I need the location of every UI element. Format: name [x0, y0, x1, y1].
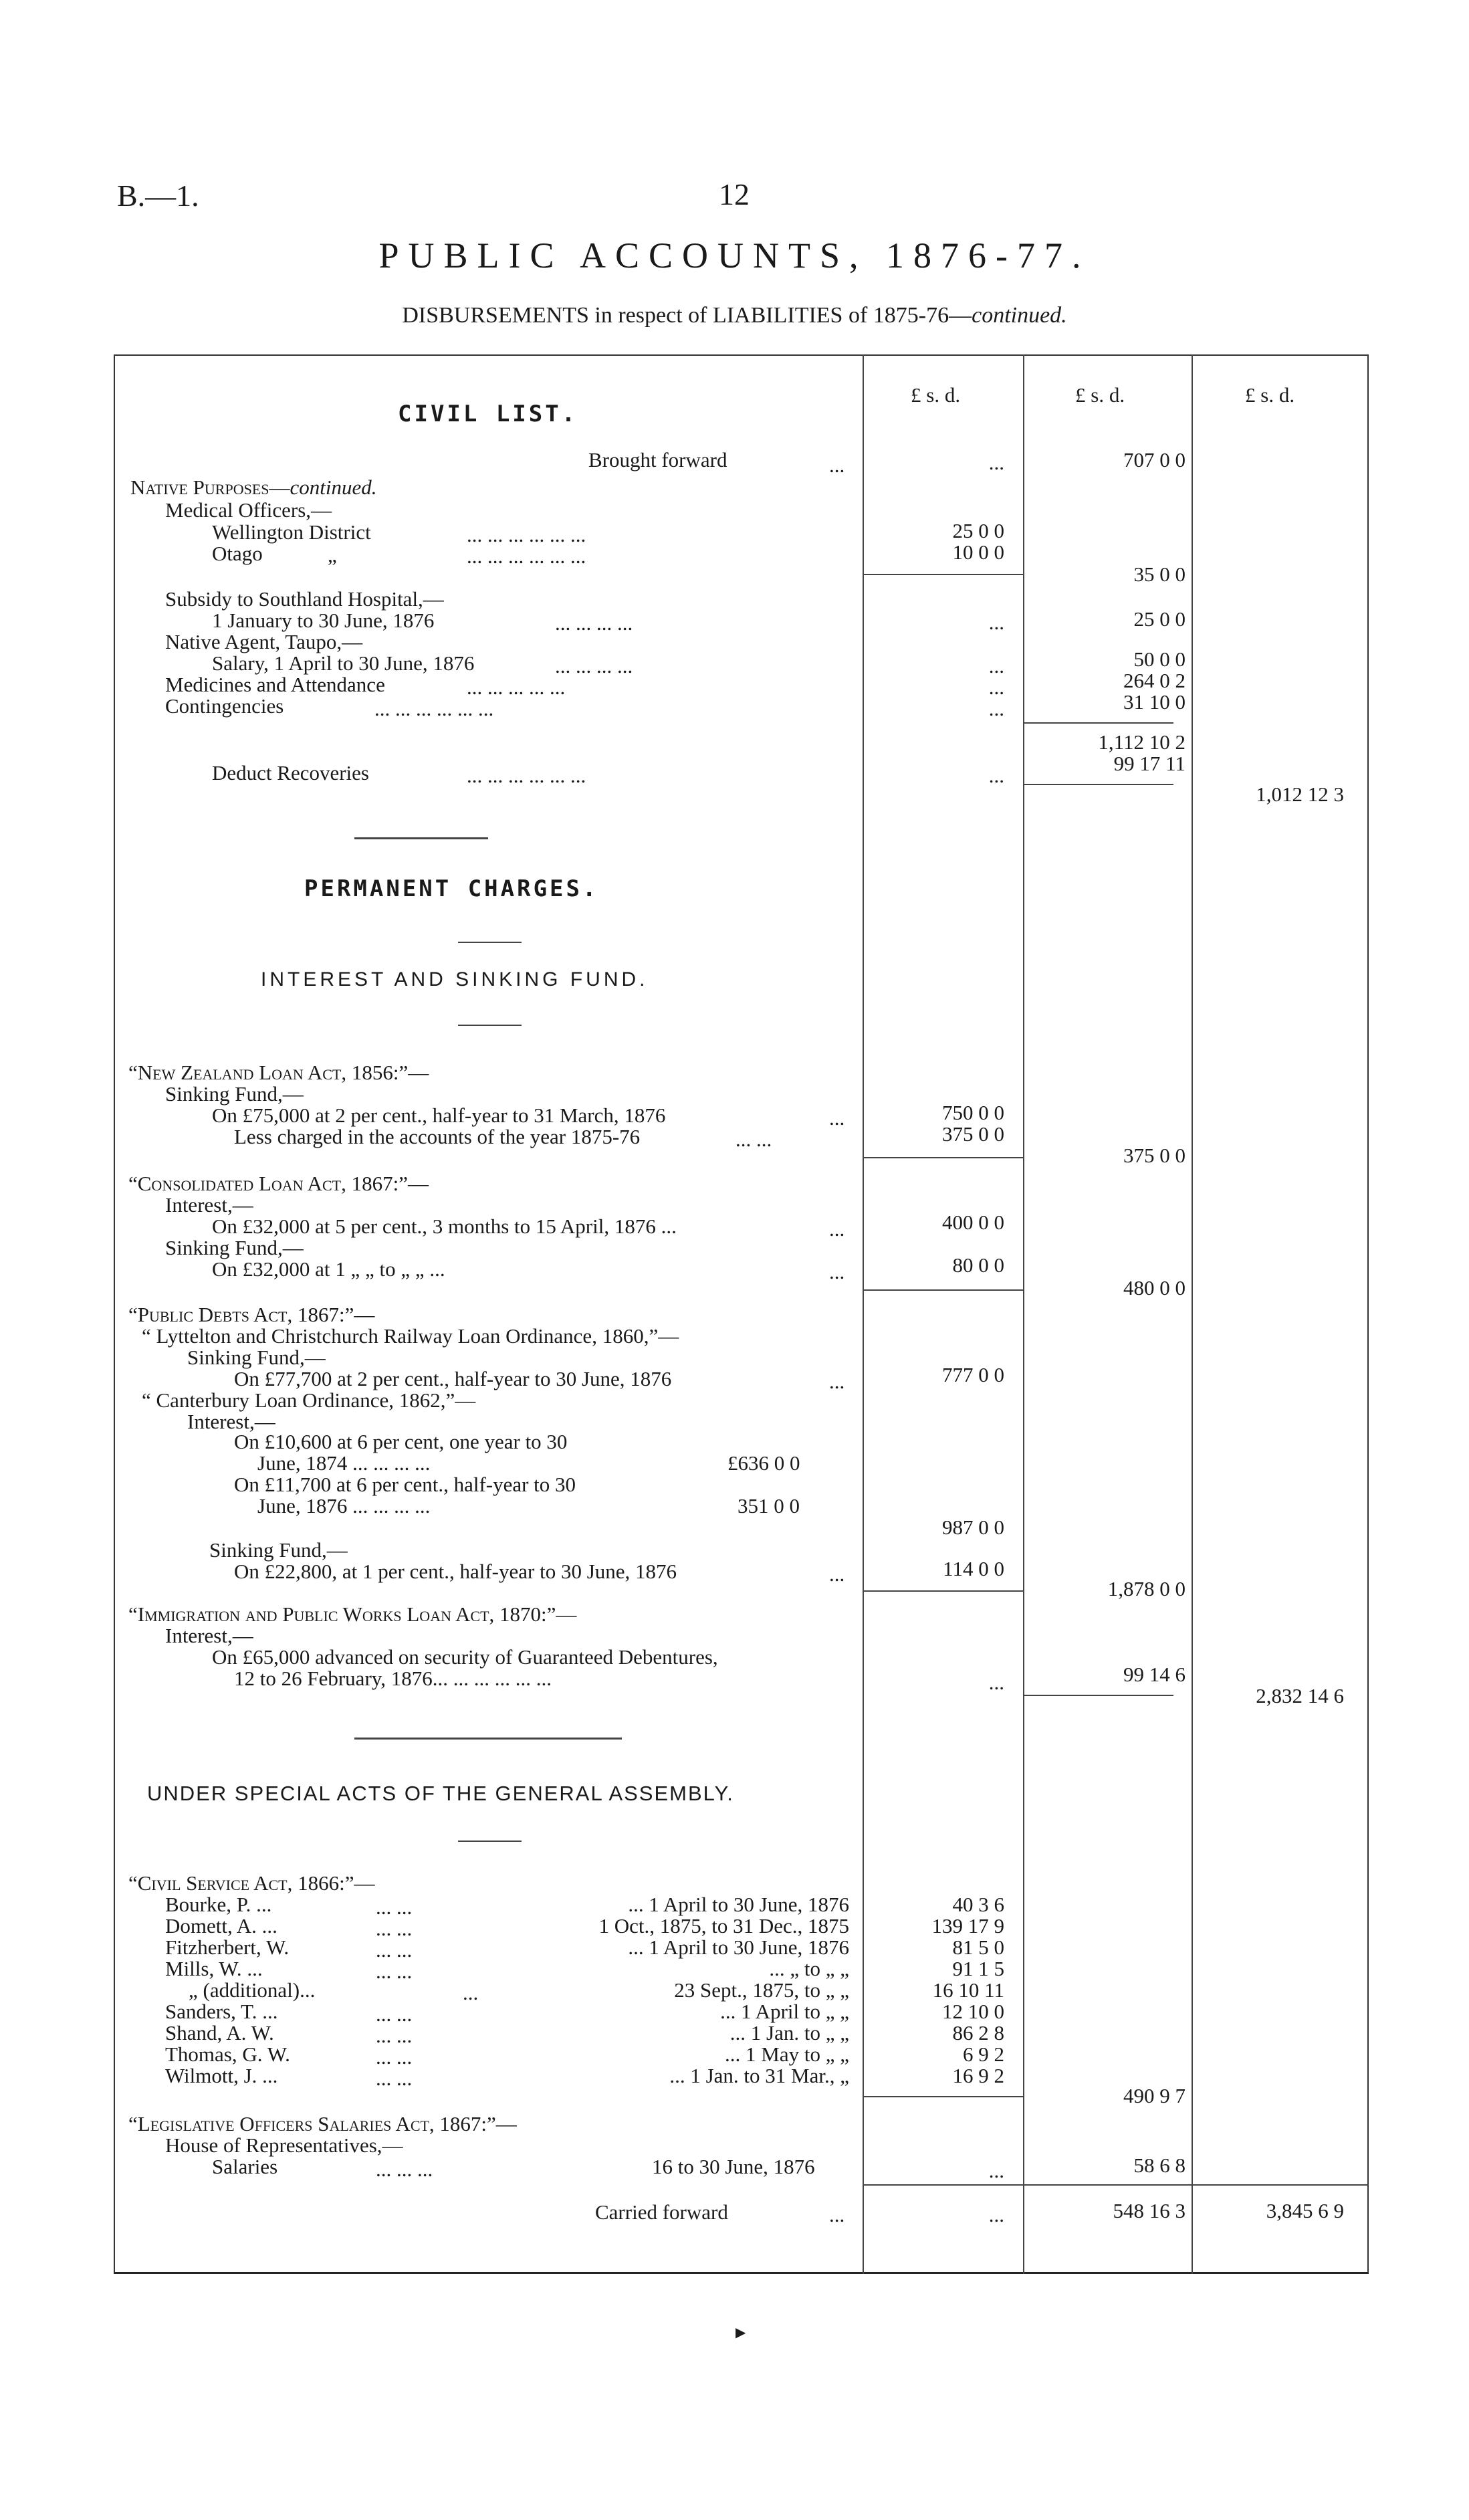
rule — [863, 1157, 1023, 1158]
otago-label: Otago — [212, 542, 263, 565]
employee-name: Domett, A. ... — [165, 1914, 277, 1937]
carried-forward-col1: ... — [988, 2203, 1004, 2226]
subsidy-period: 1 January to 30 June, 1876 — [212, 609, 435, 632]
wellington-amount: 25 0 0 — [952, 519, 1004, 542]
civil-service-act-heading: “Civil Service Act, 1866:”— — [128, 1871, 375, 1895]
consolidated-loan-total: 480 0 0 — [1123, 1276, 1185, 1299]
civil-service-total: 490 9 7 — [1123, 2084, 1185, 2107]
consolidated-interest-amount: 400 0 0 — [942, 1211, 1004, 1234]
subtitle-continued: continued. — [972, 303, 1067, 328]
public-debts-act-heading: “Public Debts Act, 1867:”— — [128, 1303, 375, 1326]
carried-forward-total: 3,845 6 9 — [1266, 2199, 1344, 2222]
leader-dots: ... ... ... ... — [555, 611, 633, 635]
permanent-charges-total: 2,832 14 6 — [1256, 1684, 1344, 1707]
salaries-label: Salaries — [212, 2155, 278, 2178]
rule — [1023, 722, 1173, 724]
leader-dots: ... ... ... ... ... ... — [467, 544, 586, 568]
wellington-label: Wellington District — [212, 520, 371, 544]
canterbury-ordinance-label: “ Canterbury Loan Ordinance, 1862,”— — [142, 1388, 476, 1412]
employee-amount: 86 2 8 — [952, 2021, 1004, 2044]
page-title: PUBLIC ACCOUNTS, 1876-77. — [378, 235, 1091, 276]
rule — [863, 2184, 1023, 2186]
civil-list-total: 1,012 12 3 — [1256, 782, 1344, 806]
immigration-act-heading: “Immigration and Public Works Loan Act, 1870:”— — [128, 1602, 577, 1626]
rule — [1023, 1695, 1173, 1696]
employee-period: ... 1 May to „ „ — [725, 2042, 849, 2066]
canterbury-interest-line-a1: On £10,600 at 6 per cent, one year to 30 — [234, 1430, 568, 1453]
canterbury-interest-line-a2: June, 1874 ... ... ... ... — [257, 1451, 431, 1475]
lyttelton-sinking-line: On £77,700 at 2 per cent., half-year to 30 June, 1876 — [234, 1367, 672, 1390]
column-header-2: £ s. d. — [1075, 383, 1125, 407]
employee-amount: 139 17 9 — [931, 1914, 1004, 1937]
sinking-fund-label: Sinking Fund,— — [187, 1346, 326, 1369]
rule — [458, 1841, 522, 1842]
native-purposes-continued: continued. — [290, 476, 377, 499]
deduct-recoveries-label: Deduct Recoveries — [212, 761, 369, 784]
carried-forward-col2: 548 16 3 — [1113, 2199, 1185, 2222]
contingencies-amount: 31 10 0 — [1123, 690, 1185, 714]
ditto-mark: „ — [328, 543, 337, 566]
canterbury-interest-line-b2: June, 1876 ... ... ... ... — [257, 1494, 431, 1517]
nz-loan-total: 375 0 0 — [1123, 1144, 1185, 1167]
nz-less-charged-amount: 375 0 0 — [942, 1122, 1004, 1146]
medicines-amount: 264 0 2 — [1123, 669, 1185, 692]
footer-mark: ▶ — [736, 2325, 746, 2340]
native-purposes-heading — [130, 477, 377, 498]
employee-name: Bourke, P. ... — [165, 1893, 272, 1916]
immigration-interest-line1: On £65,000 advanced on security of Guaranteed Debentures, — [212, 1645, 718, 1669]
brought-forward-col2: 707 0 0 — [1123, 448, 1185, 471]
otago-amount: 10 0 0 — [952, 540, 1004, 564]
civil-subtotal: 1,112 10 2 — [1098, 730, 1185, 754]
medicines-label: Medicines and Attendance — [165, 673, 385, 696]
column-divider-2 — [1023, 354, 1024, 2274]
permanent-charges-heading: PERMANENT CHARGES. — [304, 875, 599, 902]
leader-dots: ... — [463, 1981, 479, 2004]
leader-dots: ... ... ... ... ... ... — [467, 764, 586, 787]
page-subtitle — [0, 304, 1469, 327]
employee-amount: 91 1 5 — [952, 1957, 1004, 1980]
special-acts-heading: UNDER SPECIAL ACTS OF THE GENERAL ASSEMBLY. — [147, 1782, 734, 1805]
employee-period: ... 1 Jan. to „ „ — [729, 2021, 849, 2044]
employee-name: Wilmott, J. ... — [165, 2064, 278, 2087]
salaries-amount: 58 6 8 — [1133, 2154, 1185, 2177]
salaries-period: 16 to 30 June, 1876 — [652, 2155, 815, 2178]
rule — [863, 574, 1023, 575]
sinking-fund-label: Sinking Fund,— — [165, 1082, 304, 1106]
employee-period: 1 Oct., 1875, to 31 Dec., 1875 — [598, 1914, 849, 1937]
section-divider — [354, 1738, 622, 1740]
agent-salary-label: Salary, 1 April to 30 June, 1876 — [212, 651, 475, 675]
leader-dots: ... — [829, 2203, 845, 2226]
nz-loan-amount: 750 0 0 — [942, 1101, 1004, 1124]
employee-amount: 16 9 2 — [952, 2064, 1004, 2087]
leader-dots: ... ... — [376, 1938, 413, 1962]
brought-forward-col1: ... — [988, 451, 1004, 474]
rule — [458, 1025, 522, 1026]
rule — [458, 942, 522, 943]
consolidated-sinking-amount: 80 0 0 — [952, 1253, 1004, 1277]
leader-dots: ... ... — [376, 1895, 413, 1919]
native-purposes-label: Native Purposes— — [130, 476, 290, 499]
leader-dots: ... ... — [376, 1960, 413, 1983]
lyttelton-sinking-amount: 777 0 0 — [942, 1363, 1004, 1386]
employee-amount: 81 5 0 — [952, 1935, 1004, 1959]
leader-dots: ... ... — [376, 2067, 413, 2090]
consolidated-interest-line: On £32,000 at 5 per cent., 3 months to 15 April, 1876 ... — [212, 1215, 677, 1238]
public-debts-total: 1,878 0 0 — [1107, 1577, 1185, 1600]
house-of-representatives-label: House of Representatives,— — [165, 2133, 403, 2157]
subsidy-amount: 25 0 0 — [1133, 607, 1185, 631]
interest-label: Interest,— — [165, 1193, 253, 1217]
canterbury-interest-b-amount: 351 0 0 — [738, 1494, 800, 1517]
deduct-col1: ... — [988, 764, 1004, 787]
leader-dots: ... ... ... ... ... — [467, 675, 566, 699]
interest-sinking-heading: INTEREST AND SINKING FUND. — [261, 968, 649, 990]
rule — [863, 1289, 1023, 1291]
leader-dots: ... ... ... ... ... ... — [374, 697, 494, 720]
column-header-1: £ s. d. — [911, 383, 961, 407]
employee-period: ... 1 April to „ „ — [720, 2000, 849, 2023]
employee-period: ... 1 April to 30 June, 1876 — [628, 1935, 849, 1959]
canterbury-interest-line-b1: On £11,700 at 6 per cent., half-year to 30 — [234, 1473, 576, 1496]
agent-col1: ... — [988, 654, 1004, 677]
document-code: B.—1. — [117, 179, 199, 213]
nz-less-charged-line: Less charged in the accounts of the year 1875-76 — [234, 1125, 641, 1148]
employee-name: Fitzherbert, W. — [165, 1935, 290, 1959]
rule — [1192, 2184, 1369, 2186]
civil-list-heading: CIVIL LIST. — [398, 401, 578, 427]
employee-amount: 40 3 6 — [952, 1893, 1004, 1916]
leader-dots: ... ... — [376, 2045, 413, 2069]
leader-dots: ... ... ... ... — [555, 654, 633, 677]
section-divider — [354, 837, 488, 839]
leader-dots: ... ... ... — [376, 2158, 433, 2181]
sinking-fund-label: Sinking Fund,— — [209, 1538, 348, 1562]
medical-officers-total: 35 0 0 — [1133, 562, 1185, 586]
salaries-col1: ... — [988, 2159, 1004, 2182]
immigration-col1: ... — [988, 1671, 1004, 1694]
rule — [863, 2096, 1023, 2097]
interest-label: Interest,— — [165, 1624, 253, 1647]
subsidy-label: Subsidy to Southland Hospital,— — [165, 587, 444, 611]
nz-loan-act-heading: “New Zealand Loan Act, 1856:”— — [128, 1061, 429, 1084]
leader-dots: ... — [829, 1562, 845, 1586]
leader-dots: ... — [829, 453, 845, 477]
leader-dots: ... ... — [376, 2002, 413, 2026]
rule — [1023, 784, 1173, 785]
immigration-interest-amount: 99 14 6 — [1123, 1663, 1185, 1686]
leader-dots: ... ... — [376, 2024, 413, 2047]
deduct-recoveries-amount: 99 17 11 — [1113, 752, 1185, 775]
column-header-3: £ s. d. — [1245, 383, 1295, 407]
legislative-officers-act-heading: “Legislative Officers Salaries Act, 1867:”— — [128, 2112, 517, 2135]
employee-period: 23 Sept., 1875, to „ „ — [674, 1978, 849, 2002]
leader-dots: ... ... — [376, 1917, 413, 1940]
lyttelton-ordinance-label: “ Lyttelton and Christchurch Railway Loan Ordinance, 1860,”— — [142, 1324, 679, 1348]
contingencies-label: Contingencies — [165, 694, 284, 718]
consolidated-loan-act-heading: “Consolidated Loan Act, 1867:”— — [128, 1172, 429, 1195]
employee-name: Sanders, T. ... — [165, 2000, 278, 2023]
canterbury-sinking-amount: 114 0 0 — [943, 1557, 1004, 1580]
leader-dots: ... ... ... ... ... ... — [467, 523, 586, 546]
leader-dots: ... — [829, 1217, 845, 1241]
contingencies-col1: ... — [988, 697, 1004, 720]
employee-name: „ (additional)... — [189, 1978, 316, 2002]
medicines-col1: ... — [988, 675, 1004, 699]
employee-name: Shand, A. W. — [165, 2021, 274, 2044]
employee-name: Thomas, G. W. — [165, 2042, 290, 2066]
canterbury-sinking-line: On £22,800, at 1 per cent., half-year to 30 June, 1876 — [234, 1560, 677, 1583]
subtitle-main: DISBURSEMENTS in respect of LIABILITIES of 1875-76— — [402, 303, 972, 328]
employee-period: ... 1 April to 30 June, 1876 — [628, 1893, 849, 1916]
brought-forward-label: Brought forward — [588, 448, 727, 471]
column-divider-3 — [1192, 354, 1193, 2274]
canterbury-interest-total: 987 0 0 — [942, 1515, 1004, 1539]
leader-dots: ... — [829, 1106, 845, 1130]
subsidy-col1: ... — [988, 611, 1004, 634]
nz-loan-line: On £75,000 at 2 per cent., half-year to 31 March, 1876 — [212, 1104, 666, 1127]
column-divider-1 — [863, 354, 864, 2274]
employee-name: Mills, W. ... — [165, 1957, 263, 1980]
consolidated-sinking-line: On £32,000 at 1 „ „ to „ „ ... — [212, 1257, 445, 1281]
page-number: 12 — [719, 177, 750, 211]
sinking-fund-label: Sinking Fund,— — [165, 1236, 304, 1259]
native-agent-label: Native Agent, Taupo,— — [165, 630, 363, 653]
agent-salary-amount: 50 0 0 — [1133, 647, 1185, 671]
leader-dots: ... ... — [736, 1128, 772, 1151]
rule — [863, 1590, 1023, 1592]
interest-label: Interest,— — [187, 1410, 275, 1433]
employee-amount: 12 10 0 — [942, 2000, 1004, 2023]
leader-dots: ... — [829, 1370, 845, 1393]
leader-dots: ... — [829, 1260, 845, 1283]
rule — [1023, 2184, 1192, 2186]
medical-officers-label: Medical Officers,— — [165, 498, 332, 522]
employee-period: ... „ to „ „ — [769, 1957, 849, 1980]
carried-forward-label: Carried forward — [595, 2200, 728, 2224]
employee-period: ... 1 Jan. to 31 Mar., „ — [669, 2064, 849, 2087]
employee-amount: 6 9 2 — [963, 2042, 1004, 2066]
immigration-interest-line2: 12 to 26 February, 1876... ... ... ... ... ... — [234, 1667, 552, 1690]
employee-amount: 16 10 11 — [932, 1978, 1004, 2002]
canterbury-interest-a-amount: £636 0 0 — [727, 1451, 800, 1475]
